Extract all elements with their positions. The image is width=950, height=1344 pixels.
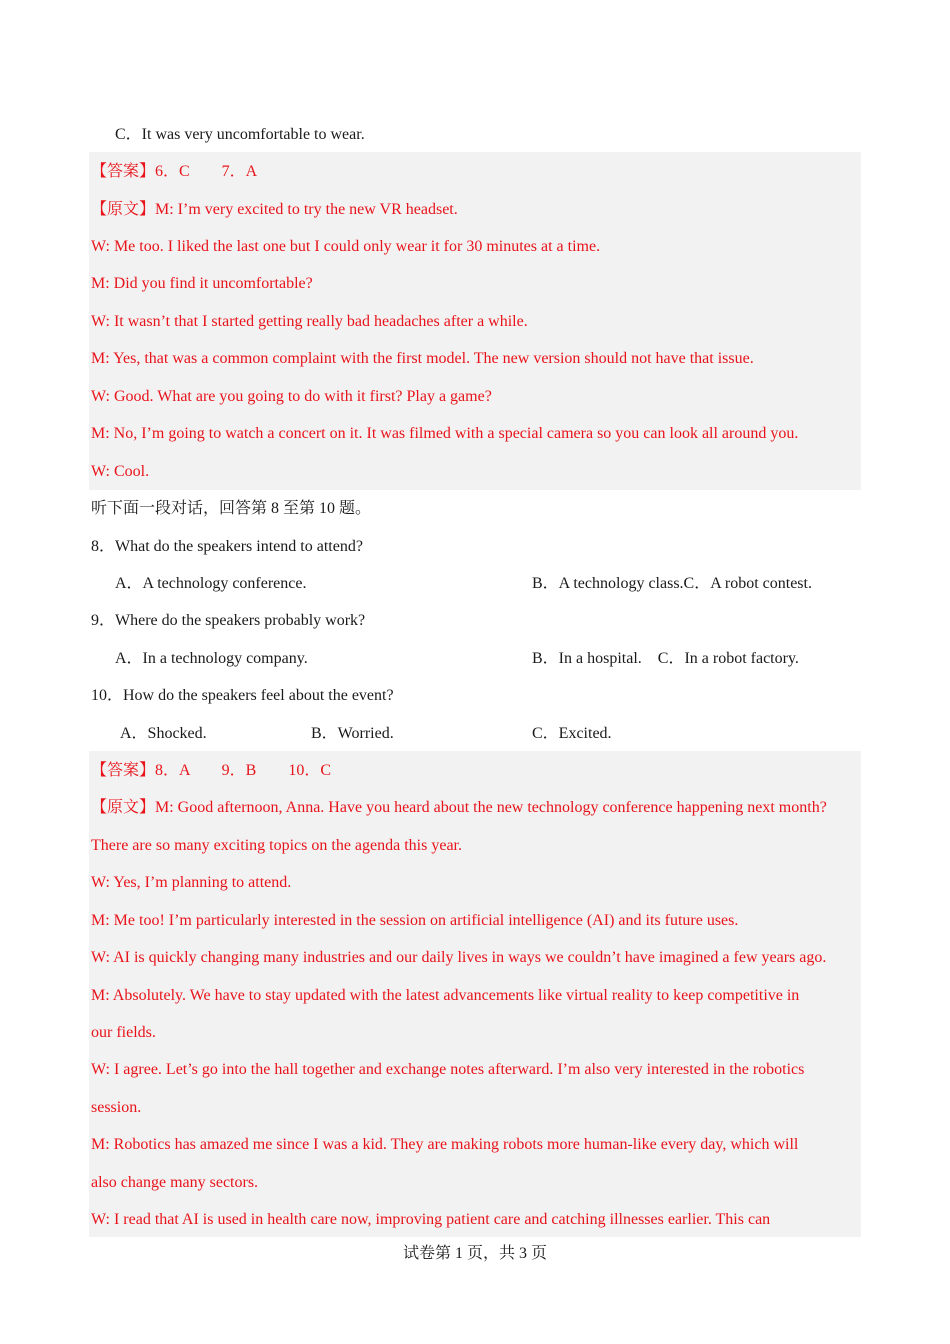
question-10-option-b: B．Worried. [311,725,394,742]
transcript-line: our fields. [91,1024,156,1041]
transcript-line: W: Good. What are you going to do with it first? Play a game? [91,388,492,405]
question-9-option-a: A．In a technology company. [115,650,308,667]
question-8-stem: 8．What do the speakers intend to attend? [91,538,363,555]
transcript-line: 【原文】M: I’m very excited to try the new VR headset. [91,201,458,218]
question-10-stem: 10．How do the speakers feel about the event? [91,687,394,704]
transcript-line: W: It wasn’t that I started getting really bad headaches after a while. [91,313,528,330]
transcript-line: M: Robotics has amazed me since I was a kid. They are making robots more human-like every day, which will [91,1136,799,1153]
prev-option-c: C．It was very uncomfortable to wear. [115,126,365,143]
transcript-line: M: Me too! I’m particularly interested in the session on artificial intelligence (AI) and its future uses. [91,912,739,929]
transcript-line: M: Absolutely. We have to stay updated with the latest advancements like virtual reality to keep competitive in [91,987,800,1004]
transcript-line: W: Me too. I liked the last one but I could only wear it for 30 minutes at a time. [91,238,601,255]
question-8-option-bc: B．A technology class.C．A robot contest. [532,575,812,592]
page-footer: 试卷第 1 页，共 3 页 [402,1245,547,1262]
transcript-line: M: Did you find it uncomfortable? [91,275,313,292]
section-instruction: 听下面一段对话，回答第 8 至第 10 题。 [91,500,372,517]
transcript-line: W: I read that AI is used in health care now, improving patient care and catching illnesses earlier. This can [91,1211,771,1228]
question-9-option-bc: B．In a hospital. C．In a robot factory. [532,650,799,667]
transcript-line: M: No, I’m going to watch a concert on it. It was filmed with a special camera so you can look all around you. [91,425,799,442]
question-10-option-c: C．Excited. [532,725,612,742]
question-8-option-a: A．A technology conference. [115,575,307,592]
question-9-stem: 9．Where do the speakers probably work? [91,612,366,629]
transcript-line: W: I agree. Let’s go into the hall together and exchange notes afterward. I’m also very interested in the robotics [91,1061,805,1078]
answer-6-7: 【答案】6．C 7．A [91,163,258,180]
transcript-line: M: Yes, that was a common complaint with the first model. The new version should not have that issue. [91,350,754,367]
transcript-line: session. [91,1099,142,1116]
transcript-line: W: Cool. [91,463,150,480]
transcript-line: W: AI is quickly changing many industries and our daily lives in ways we couldn’t have imagined a few years ago. [91,949,827,966]
answer-8-10: 【答案】8．A 9．B 10．C [91,762,332,779]
transcript-line: There are so many exciting topics on the agenda this year. [91,837,462,854]
transcript-line: also change many sectors. [91,1174,259,1191]
transcript-line: 【原文】M: Good afternoon, Anna. Have you heard about the new technology conference happening next month? [91,799,827,816]
transcript-line: W: Yes, I’m planning to attend. [91,874,292,891]
question-10-option-a: A．Shocked. [120,725,207,742]
